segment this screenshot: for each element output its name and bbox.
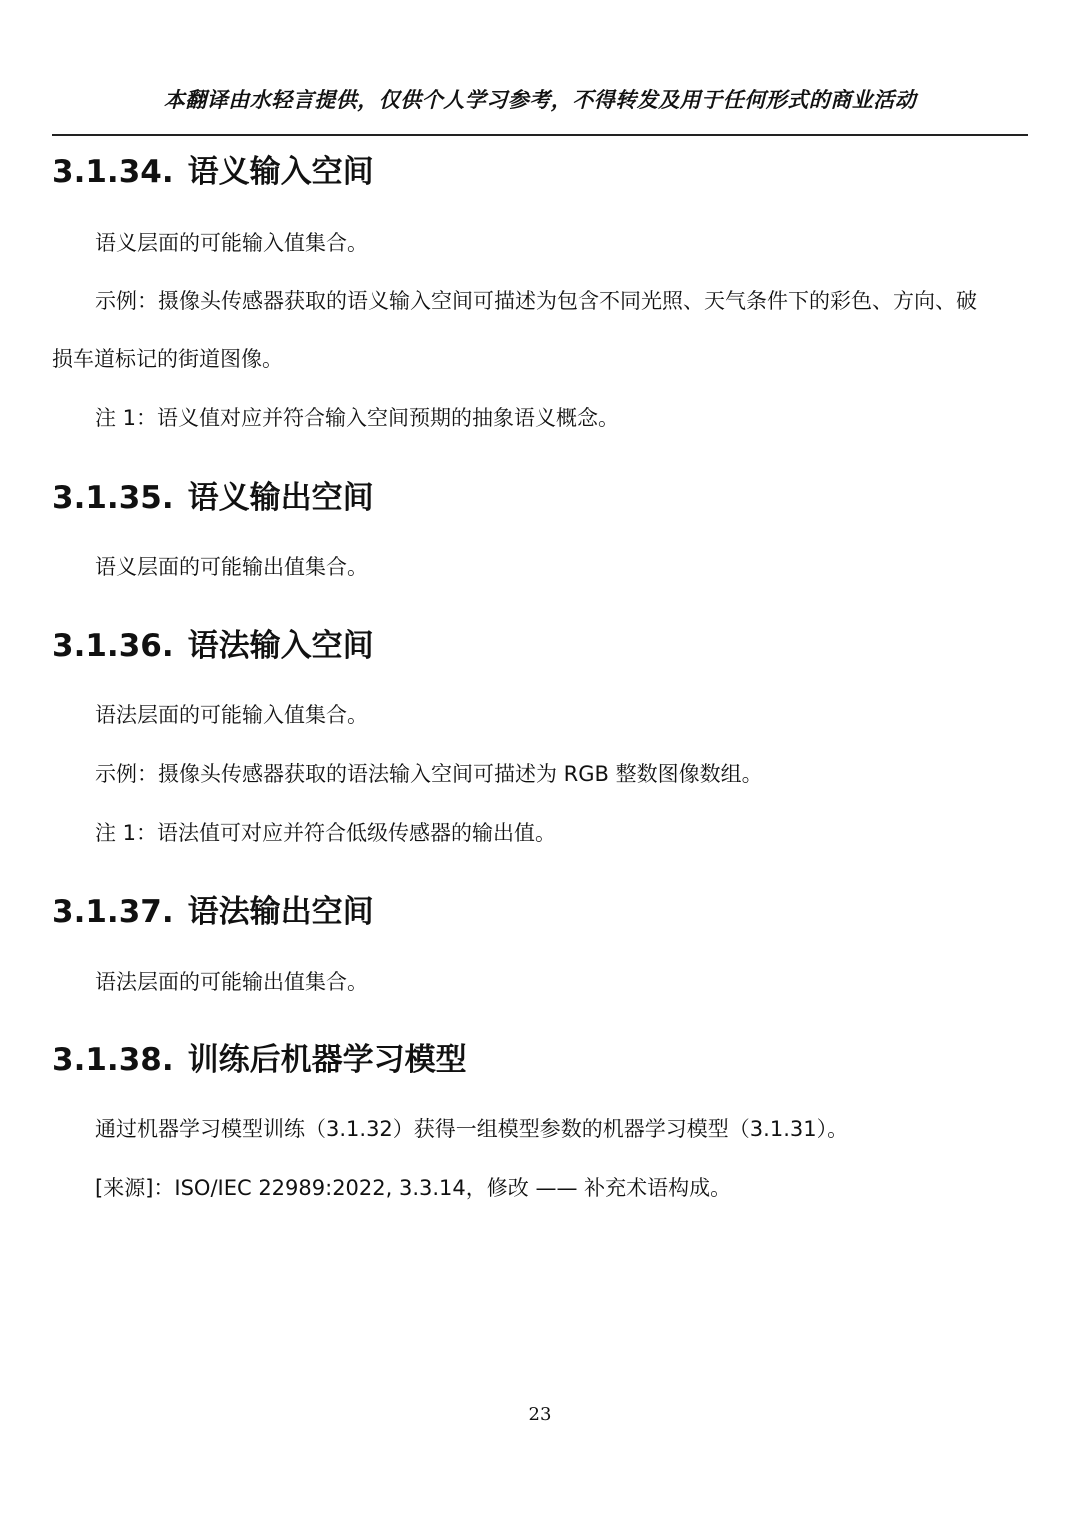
section-number: 3.1.34.: [52, 154, 174, 190]
section-heading-3-1-36: [52, 620, 374, 665]
section-title: 语法输入空间: [187, 628, 374, 664]
note-text: 注 1：语义值对应并符合输入空间预期的抽象语义概念。: [95, 406, 620, 430]
section-title: 语义输入空间: [187, 154, 374, 190]
section-heading-3-1-35: [52, 472, 374, 517]
source-citation: [来源]：ISO/IEC 22989:2022, 3.3.14，修改 —— 补充术语构成。: [95, 1176, 732, 1200]
definition-text: 语义层面的可能输入值集合。: [95, 231, 368, 255]
section-title: 训练后机器学习模型: [187, 1042, 467, 1078]
section-number: 3.1.35.: [52, 480, 174, 516]
example-text: 示例：摄像头传感器获取的语义输入空间可描述为包含不同光照、天气条件下的彩色、方向、破: [95, 289, 977, 313]
note-text: 注 1：语法值可对应并符合低级传感器的输出值。: [95, 821, 557, 845]
example-text-continuation: 损车道标记的街道图像。: [52, 347, 283, 371]
section-heading-3-1-34: [52, 146, 374, 191]
page-number: 23: [528, 1404, 552, 1425]
page-header-notice: 本翻译由水轻言提供，仅供个人学习参考，不得转发及用于任何形式的商业活动: [163, 88, 917, 112]
definition-text: 通过机器学习模型训练（3.1.32）获得一组模型参数的机器学习模型（3.1.31）。: [95, 1117, 849, 1141]
section-title: 语义输出空间: [187, 480, 374, 516]
section-heading-3-1-38: [52, 1034, 467, 1079]
section-number: 3.1.36.: [52, 628, 174, 664]
definition-text: 语法层面的可能输入值集合。: [95, 703, 368, 727]
section-number: 3.1.37.: [52, 894, 174, 930]
section-title: 语法输出空间: [187, 894, 374, 930]
definition-text: 语义层面的可能输出值集合。: [95, 555, 368, 579]
section-heading-3-1-37: [52, 886, 374, 931]
section-number: 3.1.38.: [52, 1042, 174, 1078]
header-divider: [52, 134, 1028, 136]
example-text: 示例：摄像头传感器获取的语法输入空间可描述为 RGB 整数图像数组。: [95, 762, 763, 786]
definition-text: 语法层面的可能输出值集合。: [95, 970, 368, 994]
